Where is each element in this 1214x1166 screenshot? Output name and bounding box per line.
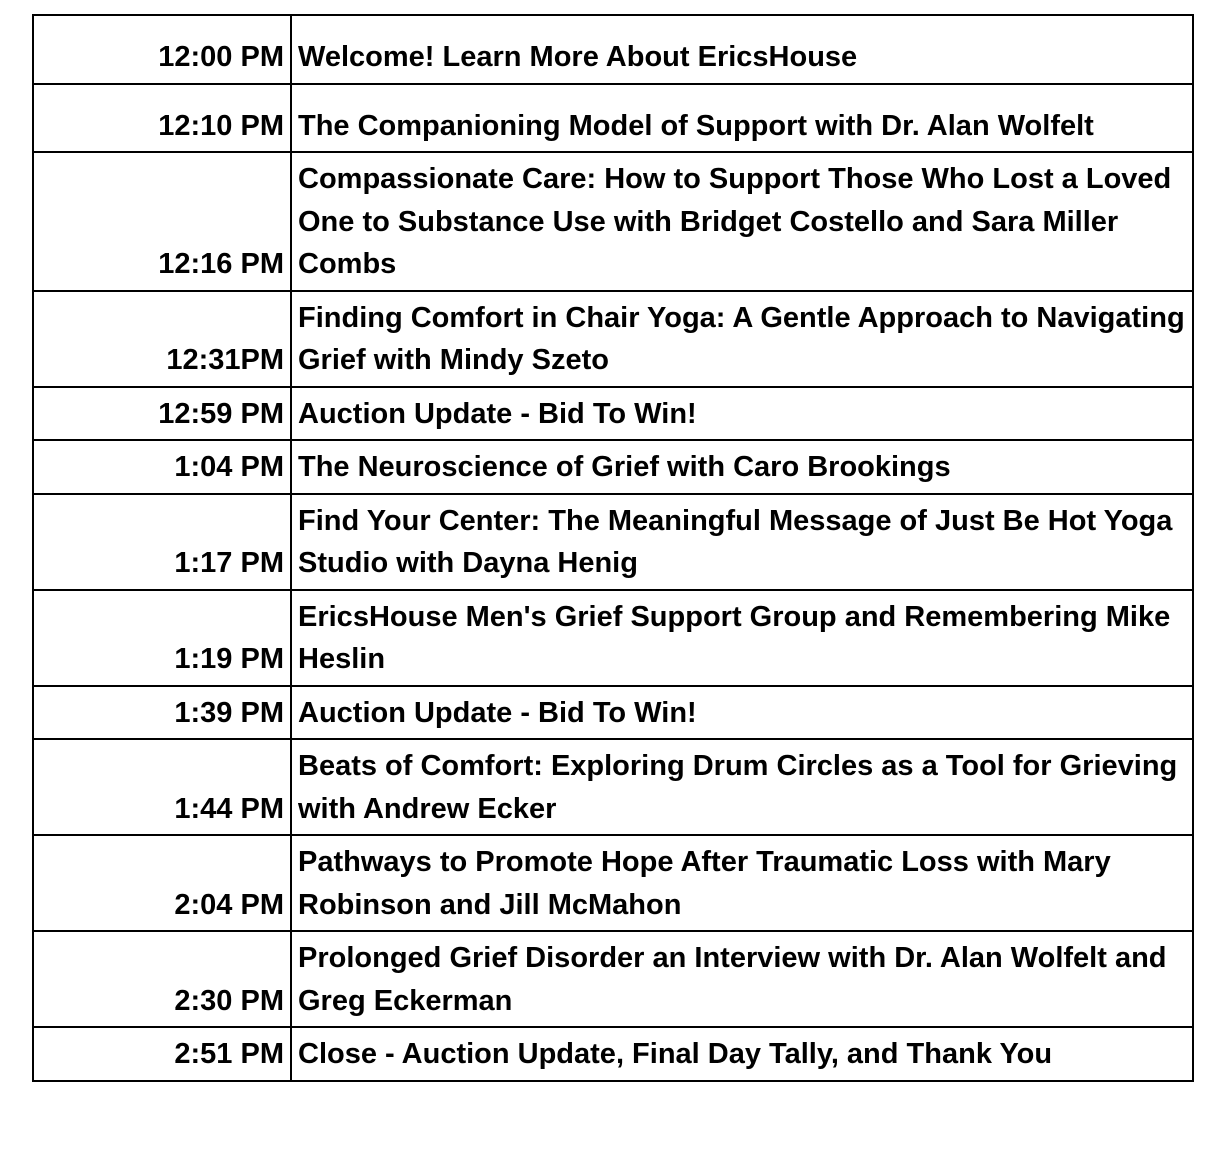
table-row bbox=[33, 590, 1193, 686]
table-row bbox=[33, 686, 1193, 740]
session-title-cell: Finding Comfort in Chair Yoga: A Gentle Approach to Navigating Grief with Mindy Szeto bbox=[291, 291, 1193, 387]
session-title-cell: Compassionate Care: How to Support Those Who Lost a Loved One to Substance Use with Bridget Costello and Sara Miller Combs bbox=[291, 152, 1193, 291]
time-cell: 1:19 PM bbox=[33, 590, 291, 686]
table-row bbox=[33, 739, 1193, 835]
time-cell: 2:51 PM bbox=[33, 1027, 291, 1081]
time-cell: 1:17 PM bbox=[33, 494, 291, 590]
schedule-table bbox=[32, 14, 1194, 1082]
session-title-cell: Auction Update - Bid To Win! bbox=[291, 686, 1193, 740]
table-row bbox=[33, 931, 1193, 1027]
table-row bbox=[33, 440, 1193, 494]
table-row bbox=[33, 835, 1193, 931]
session-title-cell: The Neuroscience of Grief with Caro Brookings bbox=[291, 440, 1193, 494]
time-cell: 1:04 PM bbox=[33, 440, 291, 494]
session-title-cell: Auction Update - Bid To Win! bbox=[291, 387, 1193, 441]
table-row bbox=[33, 84, 1193, 153]
table-row bbox=[33, 1027, 1193, 1081]
session-title-cell: Close - Auction Update, Final Day Tally, and Thank You bbox=[291, 1027, 1193, 1081]
time-cell: 1:39 PM bbox=[33, 686, 291, 740]
time-cell: 12:10 PM bbox=[33, 84, 291, 153]
table-row bbox=[33, 152, 1193, 291]
time-cell: 12:16 PM bbox=[33, 152, 291, 291]
table-row bbox=[33, 291, 1193, 387]
session-title-cell: Beats of Comfort: Exploring Drum Circles as a Tool for Grieving with Andrew Ecker bbox=[291, 739, 1193, 835]
time-cell: 2:04 PM bbox=[33, 835, 291, 931]
session-title-cell: The Companioning Model of Support with Dr. Alan Wolfelt bbox=[291, 84, 1193, 153]
time-cell: 12:00 PM bbox=[33, 15, 291, 84]
session-title-cell: Prolonged Grief Disorder an Interview with Dr. Alan Wolfelt and Greg Eckerman bbox=[291, 931, 1193, 1027]
session-title-cell: Find Your Center: The Meaningful Message of Just Be Hot Yoga Studio with Dayna Henig bbox=[291, 494, 1193, 590]
table-row bbox=[33, 387, 1193, 441]
session-title-cell: Pathways to Promote Hope After Traumatic Loss with Mary Robinson and Jill McMahon bbox=[291, 835, 1193, 931]
table-row bbox=[33, 15, 1193, 84]
time-cell: 12:31PM bbox=[33, 291, 291, 387]
table-row bbox=[33, 494, 1193, 590]
session-title-cell: EricsHouse Men's Grief Support Group and Remembering Mike Heslin bbox=[291, 590, 1193, 686]
session-title-cell: Welcome! Learn More About EricsHouse bbox=[291, 15, 1193, 84]
time-cell: 12:59 PM bbox=[33, 387, 291, 441]
time-cell: 1:44 PM bbox=[33, 739, 291, 835]
time-cell: 2:30 PM bbox=[33, 931, 291, 1027]
